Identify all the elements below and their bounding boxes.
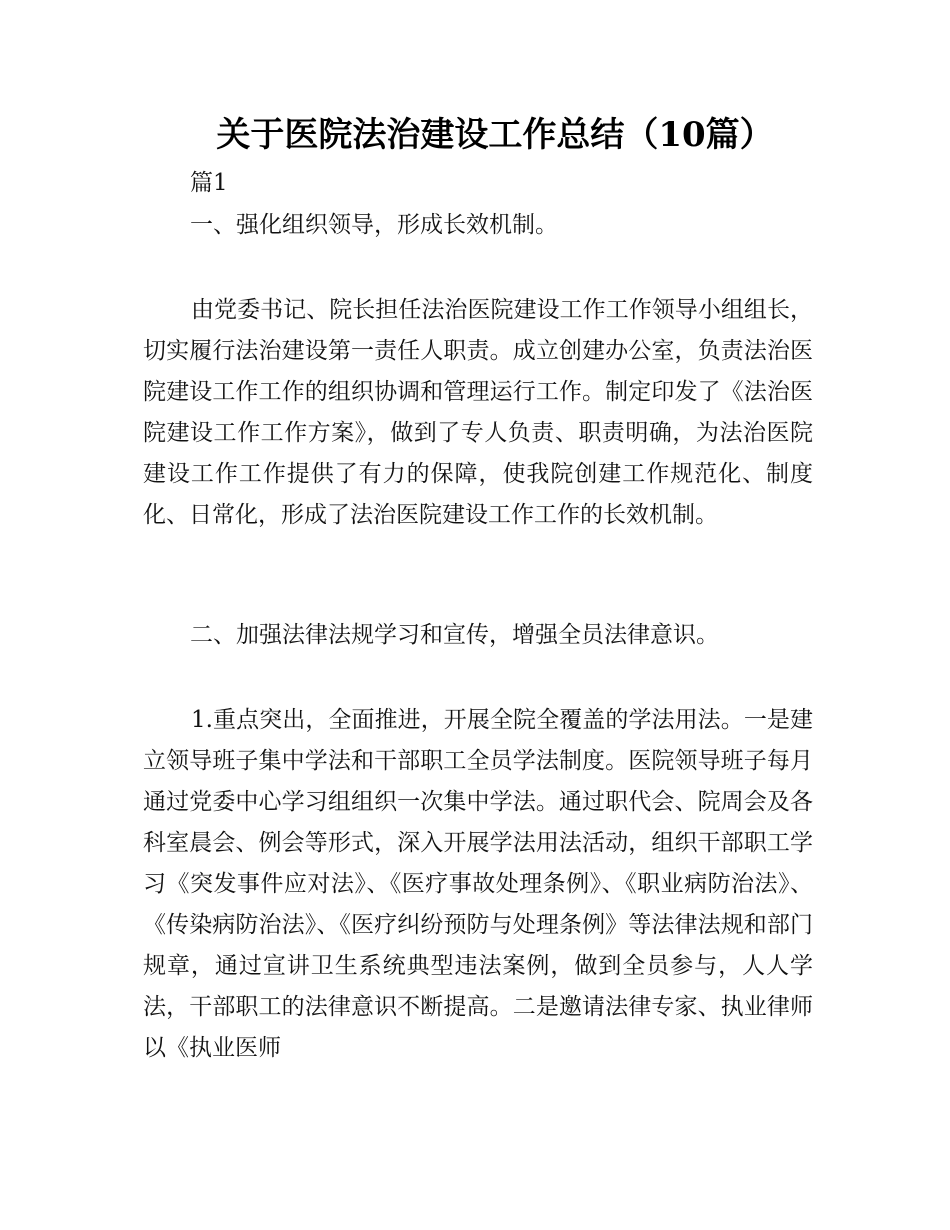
chapter-label: 篇1 [190, 170, 228, 196]
document-title: 关于医院法治建设工作总结（10篇） [216, 115, 774, 155]
section-1-paragraph: 由党委书记、院长担任法治医院建设工作工作领导小组组长，切实履行法治建设第一责任人职责。成立创建办公室，负责法治医院建设工作工作的组织协调和管理运行工作。制定印发了《法治医院建设工作工作方案》，做到了专人负责、职责明确，为法治医院建设工作工作提供了有力的保障，使我院创建工作规范化、制度化、日常化，形成了法治医院建设工作工作的长效机制。 [143, 297, 813, 528]
section-2-paragraph: 1.重点突出，全面推进，开展全院全覆盖的学法用法。一是建立领导班子集中学法和干部职工全员学法制度。医院领导班子每月通过党委中心学习组组织一次集中学法。通过职代会、院周会及各科室晨会、例会等形式，深入开展学法用法活动，组织干部职工学习《突发事件应对法》、《医疗事故处理条例》、《职业病防治法》、《传染病防治法》、《医疗纠纷预防与处理条例》等法律法规和部门规章，通过宣讲卫生系统典型违法案例，做到全员参与，人人学法，干部职工的法律意识不断提高。二是邀请法律专家、执业律师以《执业医师 [143, 707, 813, 1061]
section-1-heading: 一、强化组织领导，形成长效机制。 [190, 212, 558, 238]
section-2-heading: 二、加强法律法规学习和宣传，增强全员法律意识。 [190, 622, 719, 648]
